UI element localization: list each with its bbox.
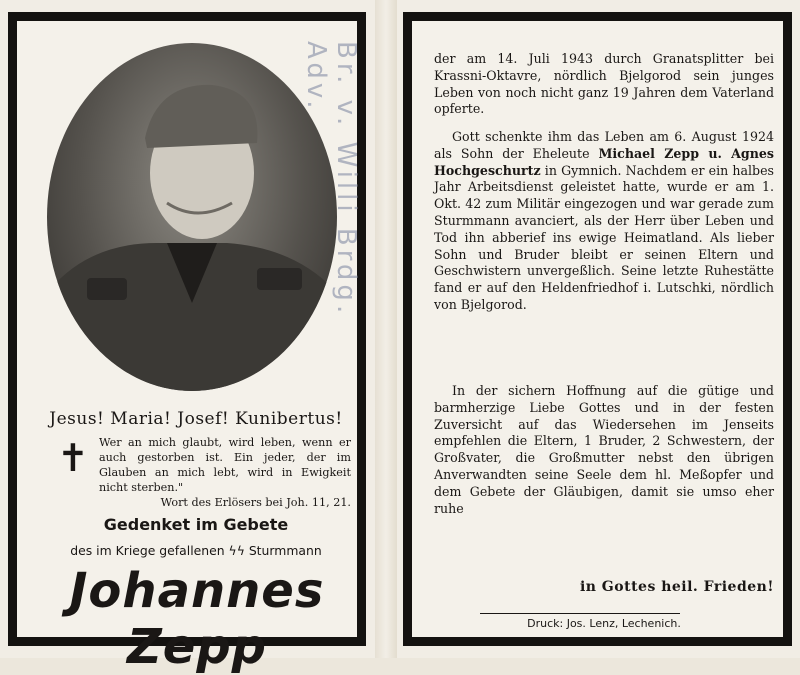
card-fold <box>375 0 397 658</box>
left-panel <box>8 12 366 675</box>
quote-text: Wer an mich glaubt, wird leben, wenn er auch gestorben ist. Ein jeder, der im Glauben an mich lebt, wird in Ewigkeit nicht sterben." <box>99 436 351 494</box>
quote-reference: Wort des Erlösers bei Joh. 11, 21. <box>160 496 351 509</box>
life-text: in Gymnich. Nachdem er ein halbes Jahr Arbeitsdienst geleistet hatte, wurde er am 1. Okt. 42 zum Militär eingezogen und war gerade zum Sturmmann avanciert, als der Herr über Leben und Tod ihn abberief ins ewige Heimatland. Als lieber Sohn und Bruder bleibt er seinen Eltern und Geschwistern unvergeßlich. Seine letzte Ruhestätte fand er auf den Heldenfriedhof i. Lutschki, nördlich von Bjelgorod. <box>434 162 774 312</box>
deceased-name: Johannes Zepp <box>69 563 325 675</box>
closing-line: in Gottes heil. Frieden! <box>579 579 774 595</box>
paragraph-prayer-text: In der sichern Hoffnung auf die gütige und barmherzige Liebe Gottes und in der festen Zuversicht auf das Wiedersehen im Jenseits empfehlen die Eltern, 1 Bruder, 2 Schwestern, der Großvater, die Großmutter nebst den übrigen Anverwandten seine Seele dem hl. Meßopfer und dem Gebete der Gläubigen, damit sie umso eher ruhe <box>434 383 774 516</box>
invocation: Jesus! Maria! Josef! Kunibertus! <box>49 409 343 429</box>
remember-heading: Gedenket im Gebete <box>103 515 289 534</box>
fallen-line: des im Kriege gefallenen ϟϟ Sturmmann <box>70 543 322 558</box>
paragraph-death <box>434 51 774 118</box>
birth-text: Gott schenkte ihm das Leben am 6. August 1924 als Sohn der Eheleute <box>434 129 774 161</box>
soldier-portrait <box>47 43 337 391</box>
paragraph-life <box>434 129 774 314</box>
scripture-quote <box>99 435 351 510</box>
paragraph-death-text: der am 14. Juli 1943 durch Granatsplitter bei Krassni-Oktavre, nördlich Bjelgorod sein junges Leben von noch nicht ganz 19 Jahren dem Vaterland opferte. <box>434 51 774 117</box>
printer-credit: Druck: Jos. Lenz, Lechenich. <box>527 617 681 630</box>
handwritten-note: Br. v. Willi Brdg. Adv. <box>301 41 361 318</box>
latin-cross-icon: ✝ <box>57 436 89 480</box>
paragraph-life-text <box>434 129 774 314</box>
divider <box>480 613 680 614</box>
right-panel <box>403 12 792 646</box>
portrait-figure <box>47 43 337 391</box>
parents-names: Michael Zepp u. Agnes Hochgeschurtz <box>434 145 774 178</box>
paragraph-prayer <box>434 383 774 517</box>
